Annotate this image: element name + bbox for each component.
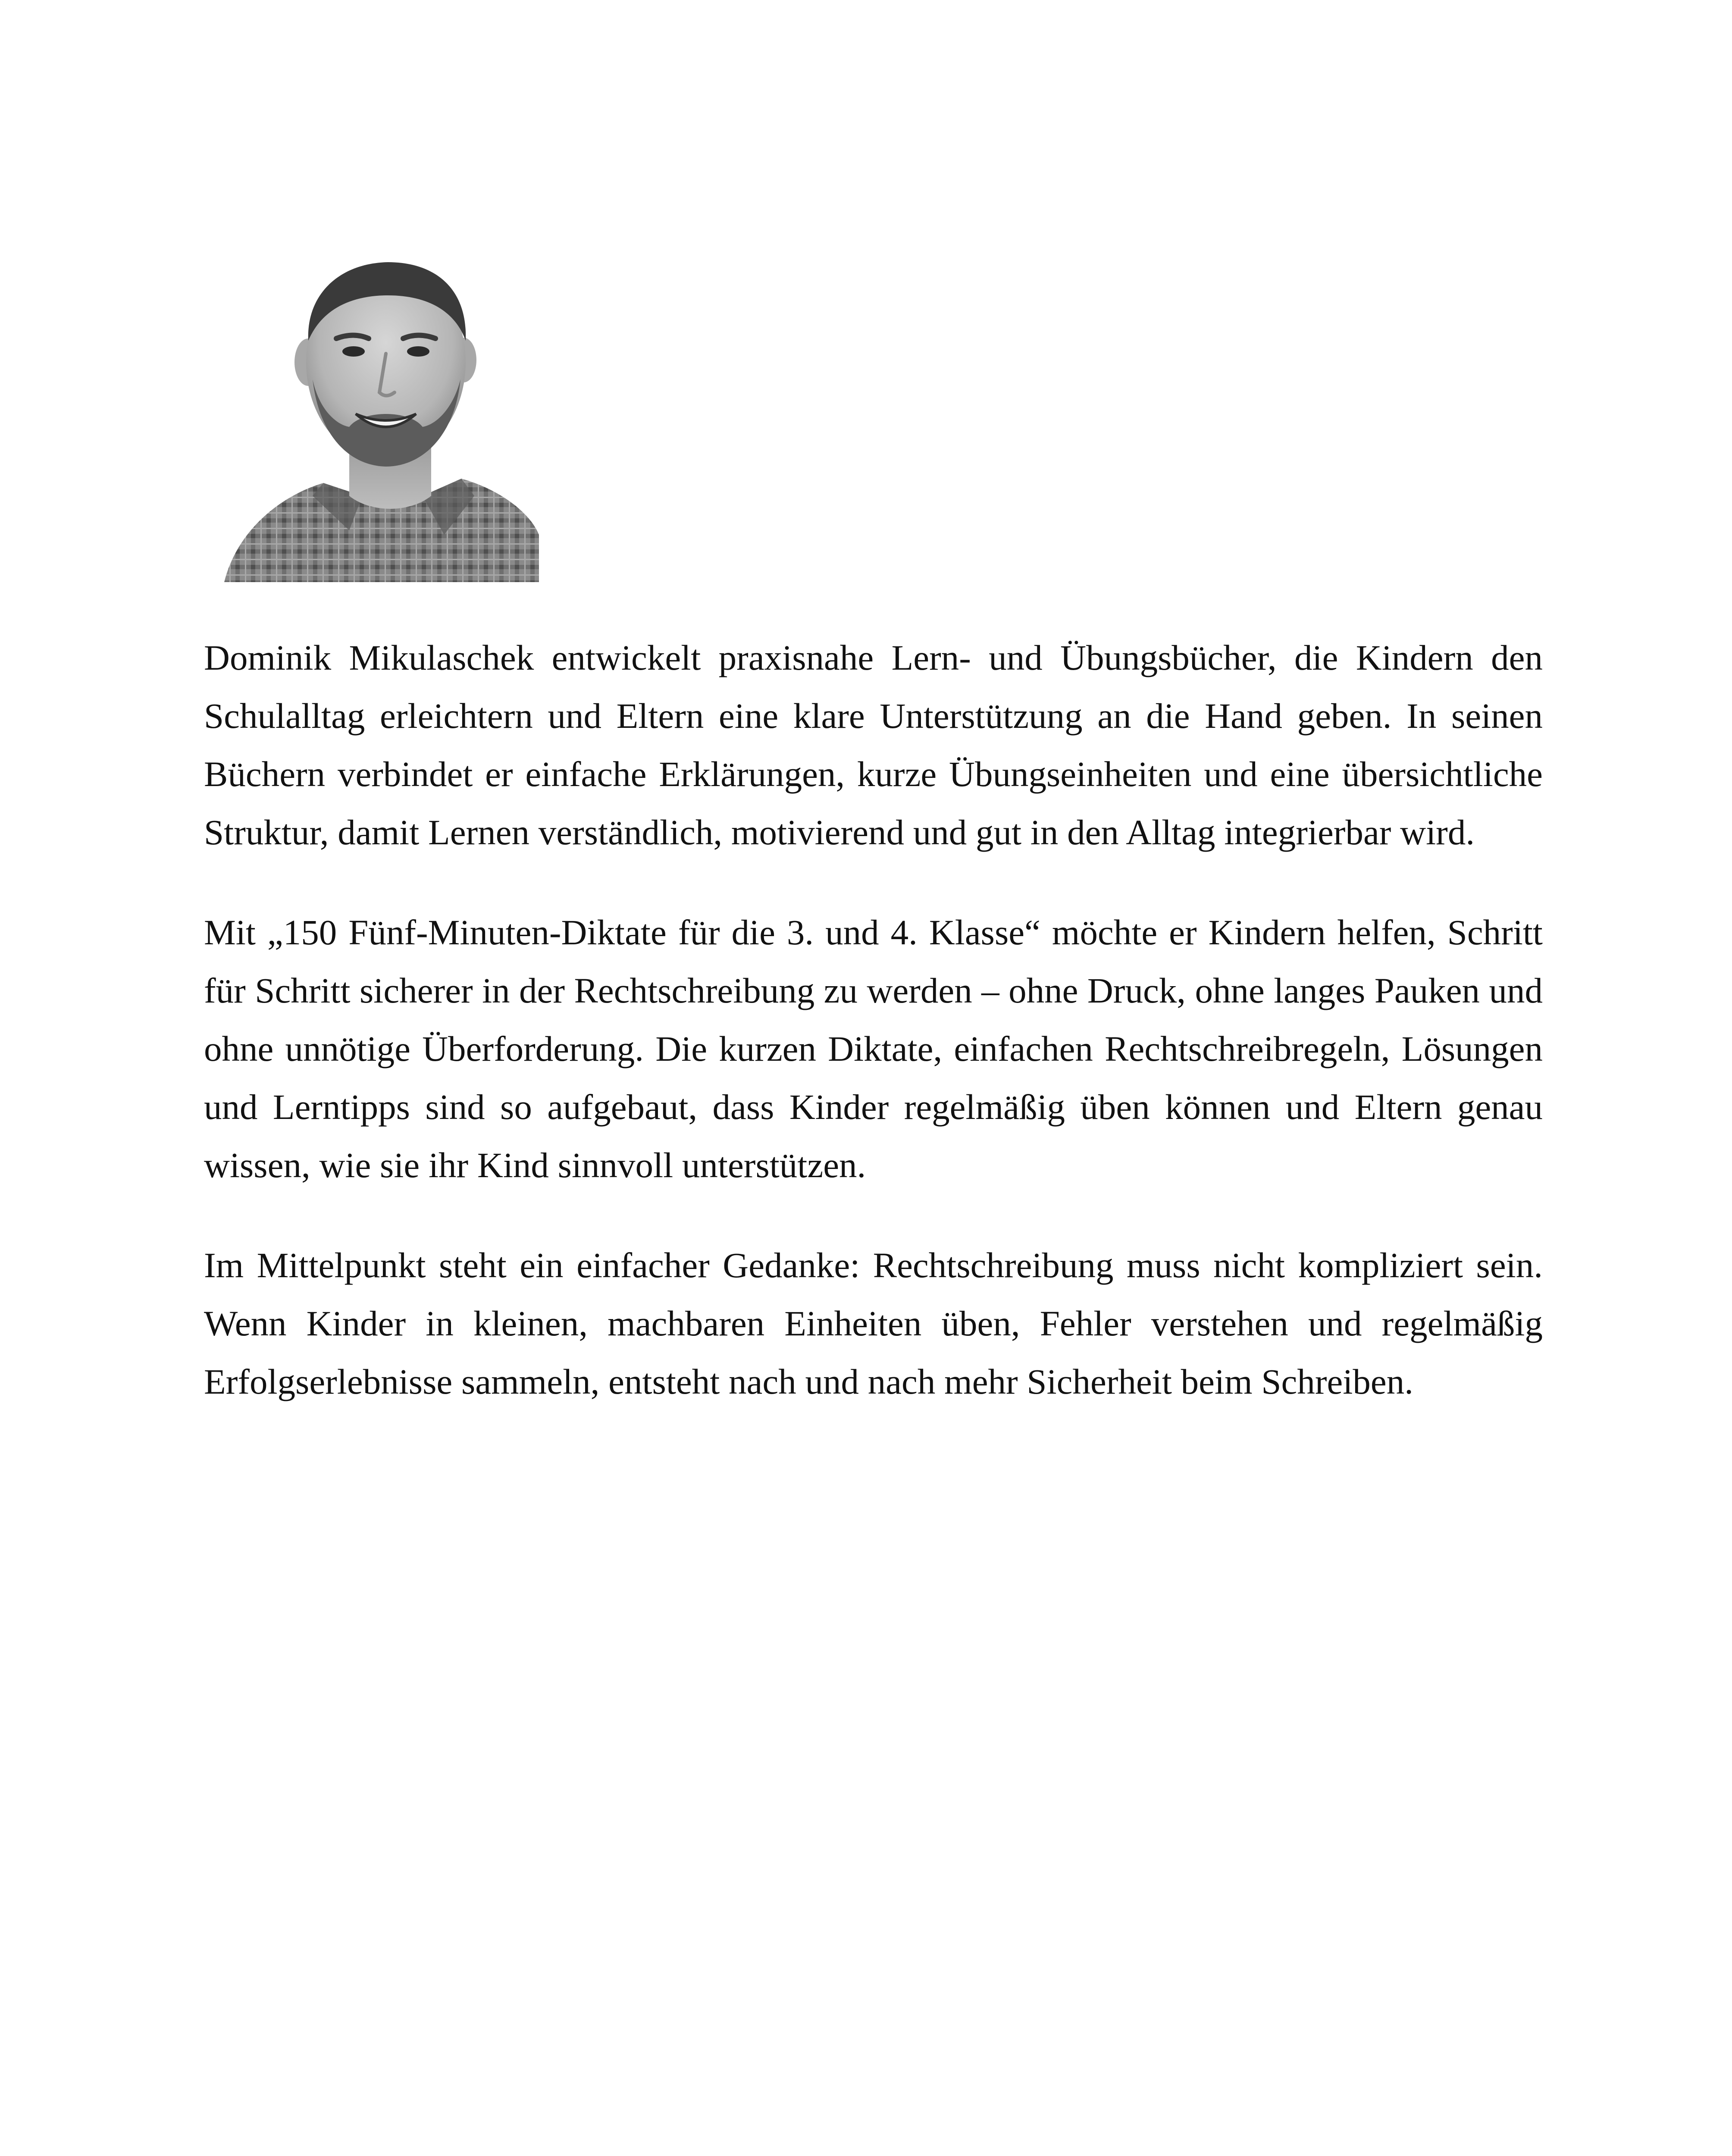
biography-paragraph-3: Im Mittelpunkt steht ein einfacher Gedanke: Rechtschreibung muss nicht kompliziert sein. Wenn Kinder in kleinen, machbaren Einheiten üben, Fehler verstehen und regelmäßig Erfolgserlebnisse sammeln, entsteht nach und nach mehr Sicherheit beim Schreiben. [204,1245,1543,1401]
author-portrait [220,254,539,582]
author-biography [204,629,1543,1453]
portrait-illustration [220,254,539,582]
biography-paragraph-1: Dominik Mikulaschek entwickelt praxisnahe Lern- und Übungsbücher, die Kindern den Schulalltag erleichtern und Eltern eine klare Unterstützung an die Hand geben. In seinen Büchern verbindet er einfache Erklärungen, kurze Übungseinheiten und eine übersichtliche Struktur, damit Lernen verständlich, motivierend und gut in den Alltag integrierbar wird. [204,638,1543,852]
biography-paragraph-2: Mit „150 Fünf-Minuten-Diktate für die 3. und 4. Klasse“ möchte er Kindern helfen, Schritt für Schritt sicherer in der Rechtschreibung zu werden – ohne Druck, ohne langes Pauken und ohne unnötige Überforderung. Die kurzen Diktate, einfachen Rechtschreibregeln, Lösungen und Lerntipps sind so aufgebaut, dass Kinder regelmäßig üben können und Eltern genau wissen, wie sie ihr Kind sinnvoll unterstützen. [204,912,1543,1185]
